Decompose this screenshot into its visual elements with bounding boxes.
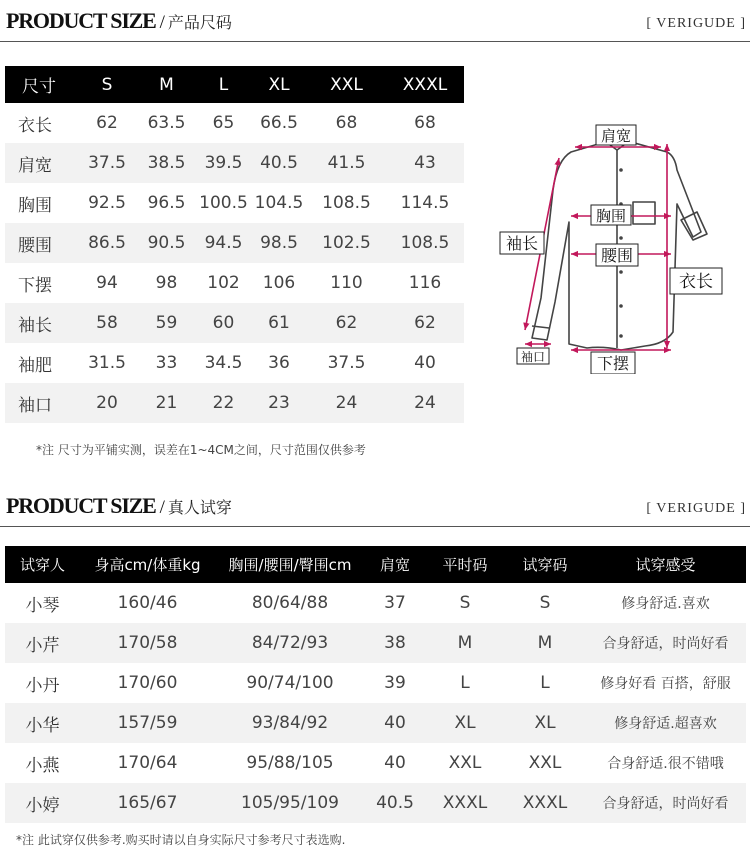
table-cell: XXXL — [505, 783, 585, 823]
label-sleeve: 袖长 — [505, 234, 539, 253]
size-note: *注 尺寸为平铺实测，误差在1~4CM之间，尺寸范围仅供参考 — [36, 443, 366, 457]
column-header: 尺寸 — [5, 66, 77, 103]
column-header: 肩宽 — [365, 546, 425, 583]
table-cell: 38 — [365, 623, 425, 663]
measurement-labels — [500, 125, 722, 374]
row-label: 腰围 — [5, 223, 77, 263]
row-label: 小芹 — [5, 623, 80, 663]
title-separator: / — [159, 12, 165, 33]
table-cell: L — [540, 673, 550, 693]
column-header: XXXL — [386, 66, 464, 103]
table-cell: M — [505, 623, 585, 663]
fitting-header — [0, 485, 750, 527]
label-waist: 腰围 — [600, 246, 634, 265]
row-label: 衣长 — [18, 115, 52, 136]
table-cell: 170/64 — [117, 753, 178, 773]
fitting-table — [5, 546, 746, 823]
fitting-table-header — [5, 546, 746, 583]
table-cell: 170/58 — [80, 623, 215, 663]
title-en: PRODUCT SIZE — [6, 8, 156, 33]
table-row — [5, 583, 746, 623]
title-cn: 产品尺码 — [167, 13, 232, 32]
row-label: 袖长 — [5, 303, 77, 343]
row-label: 小丹 — [25, 675, 60, 696]
table-cell: 合身舒适，时尚好看 — [585, 783, 746, 823]
table-cell: 95/88/105 — [246, 753, 334, 773]
table-cell: 合身舒适，时尚好看 — [585, 623, 746, 663]
title-cn: 真人试穿 — [167, 498, 232, 517]
table-cell: 63.5 — [147, 113, 186, 133]
table-cell: 20 — [77, 383, 137, 423]
column-header: 试穿码 — [505, 546, 585, 583]
table-cell: 98 — [155, 273, 178, 293]
table-cell: M — [425, 623, 505, 663]
table-cell: 165/67 — [80, 783, 215, 823]
label-shoulder: 肩宽 — [600, 127, 632, 145]
title-separator: / — [159, 497, 165, 518]
table-cell: 86.5 — [77, 223, 137, 263]
table-cell: 37.5 — [327, 353, 366, 373]
table-cell: 40 — [384, 753, 406, 773]
table-cell: 106 — [262, 273, 296, 293]
column-header: M — [137, 66, 196, 103]
table-cell: XL — [425, 703, 505, 743]
table-cell: 40.5 — [365, 783, 425, 823]
column-header: 胸围/腰围/臀围cm — [215, 546, 365, 583]
table-cell: 合身舒适.很不错哦 — [607, 756, 724, 772]
table-cell: 65 — [212, 113, 235, 133]
table-cell: 23 — [251, 383, 307, 423]
table-cell: 100.5 — [199, 193, 248, 213]
column-header: S — [77, 66, 137, 103]
table-cell: 68 — [335, 113, 358, 133]
table-cell: 61 — [251, 303, 307, 343]
brand-label: [ VERIGUDE ] — [646, 16, 746, 31]
table-row — [5, 143, 464, 183]
row-label: 肩宽 — [5, 143, 77, 183]
table-cell: 84/72/93 — [215, 623, 365, 663]
table-row — [5, 663, 746, 703]
table-cell: 105/95/109 — [215, 783, 365, 823]
section-title — [6, 493, 232, 519]
table-row — [5, 383, 464, 423]
table-cell: 62 — [96, 113, 118, 133]
column-header: 试穿感受 — [585, 546, 746, 583]
table-cell: 40 — [414, 353, 436, 373]
table-cell: 96.5 — [147, 193, 186, 213]
title-en: PRODUCT SIZE — [6, 493, 156, 518]
label-chest: 胸围 — [595, 207, 627, 225]
table-cell: 40 — [365, 703, 425, 743]
section-title — [6, 8, 232, 34]
table-cell: 39 — [384, 673, 406, 693]
table-cell: 92.5 — [88, 193, 126, 213]
column-header: L — [196, 66, 251, 103]
table-cell: L — [460, 673, 470, 693]
table-cell: 62 — [386, 303, 464, 343]
table-cell: 94.5 — [196, 223, 251, 263]
row-label: 小华 — [5, 703, 80, 743]
product-size-header — [0, 0, 750, 42]
row-label: 小婷 — [5, 783, 80, 823]
brand-label: [ VERIGUDE ] — [646, 501, 746, 516]
table-row — [5, 103, 464, 143]
column-header: 试穿人 — [5, 546, 80, 583]
table-cell: 160/46 — [117, 593, 178, 613]
table-cell: 58 — [77, 303, 137, 343]
table-cell: 68 — [414, 113, 436, 133]
table-cell: 102.5 — [307, 223, 386, 263]
table-cell: 21 — [137, 383, 196, 423]
table-cell: 62 — [307, 303, 386, 343]
row-label: 袖肥 — [18, 355, 52, 376]
table-cell: 90/74/100 — [246, 673, 334, 693]
table-cell: 108.5 — [322, 193, 371, 213]
header-divider — [0, 526, 750, 527]
row-label: 下摆 — [18, 275, 52, 296]
table-cell: 36 — [268, 353, 290, 373]
table-cell: 33 — [155, 353, 178, 373]
table-cell: S — [539, 593, 551, 613]
shirt-measurement-diagram — [495, 112, 727, 374]
table-cell: XL — [505, 703, 585, 743]
size-table — [5, 66, 464, 423]
table-cell: 90.5 — [137, 223, 196, 263]
table-cell: 170/60 — [117, 673, 178, 693]
table-cell: 114.5 — [400, 193, 450, 213]
fitting-note: *注 此试穿仅供参考.购买时请以自身实际尺寸参考尺寸表选购. — [16, 833, 346, 847]
table-cell: 116 — [408, 273, 442, 293]
row-label: 小琴 — [25, 595, 60, 616]
table-cell: 110 — [330, 273, 363, 293]
row-label: 袖口 — [5, 383, 77, 423]
table-cell: 59 — [137, 303, 196, 343]
table-row — [5, 303, 464, 343]
label-length: 衣长 — [679, 272, 713, 292]
table-row — [5, 743, 746, 783]
table-row — [5, 223, 464, 263]
column-header: 平时码 — [425, 546, 505, 583]
table-cell: 104.5 — [254, 193, 304, 213]
table-cell: 41.5 — [307, 143, 386, 183]
table-cell: 24 — [307, 383, 386, 423]
table-row — [5, 783, 746, 823]
table-cell: S — [459, 593, 471, 613]
table-row — [5, 343, 464, 383]
table-row — [5, 703, 746, 743]
table-cell: 66.5 — [260, 113, 298, 133]
table-cell: 94 — [96, 273, 118, 293]
column-header: XL — [251, 66, 307, 103]
table-cell: 98.5 — [251, 223, 307, 263]
table-cell: 修身舒适.喜欢 — [621, 596, 710, 612]
table-cell: 102 — [207, 273, 240, 293]
label-cuff: 袖口 — [520, 350, 546, 364]
table-cell: XXXL — [425, 783, 505, 823]
table-cell: 93/84/92 — [215, 703, 365, 743]
column-header: 身高cm/体重kg — [80, 546, 215, 583]
table-cell: 修身好看 百搭，舒服 — [600, 676, 731, 692]
table-cell: XXL — [448, 753, 482, 773]
table-cell: 34.5 — [204, 353, 243, 373]
size-table-header — [5, 66, 464, 103]
label-hem: 下摆 — [596, 354, 630, 373]
table-cell: 40.5 — [251, 143, 307, 183]
table-cell: 修身舒适.超喜欢 — [585, 703, 746, 743]
table-cell: 37.5 — [77, 143, 137, 183]
header-divider — [0, 41, 750, 42]
table-cell: 24 — [386, 383, 464, 423]
table-cell: 60 — [196, 303, 251, 343]
table-cell: XXL — [528, 753, 562, 773]
table-cell: 31.5 — [88, 353, 126, 373]
row-label: 小燕 — [25, 755, 60, 776]
table-cell: 22 — [196, 383, 251, 423]
table-row — [5, 183, 464, 223]
row-label: 胸围 — [18, 195, 52, 216]
table-cell: 43 — [386, 143, 464, 183]
table-row — [5, 263, 464, 303]
column-header: XXL — [307, 66, 386, 103]
table-cell: 39.5 — [196, 143, 251, 183]
table-cell: 80/64/88 — [251, 593, 329, 613]
table-cell: 38.5 — [137, 143, 196, 183]
table-row — [5, 623, 746, 663]
table-cell: 108.5 — [386, 223, 464, 263]
table-cell: 157/59 — [80, 703, 215, 743]
table-cell: 37 — [384, 593, 406, 613]
